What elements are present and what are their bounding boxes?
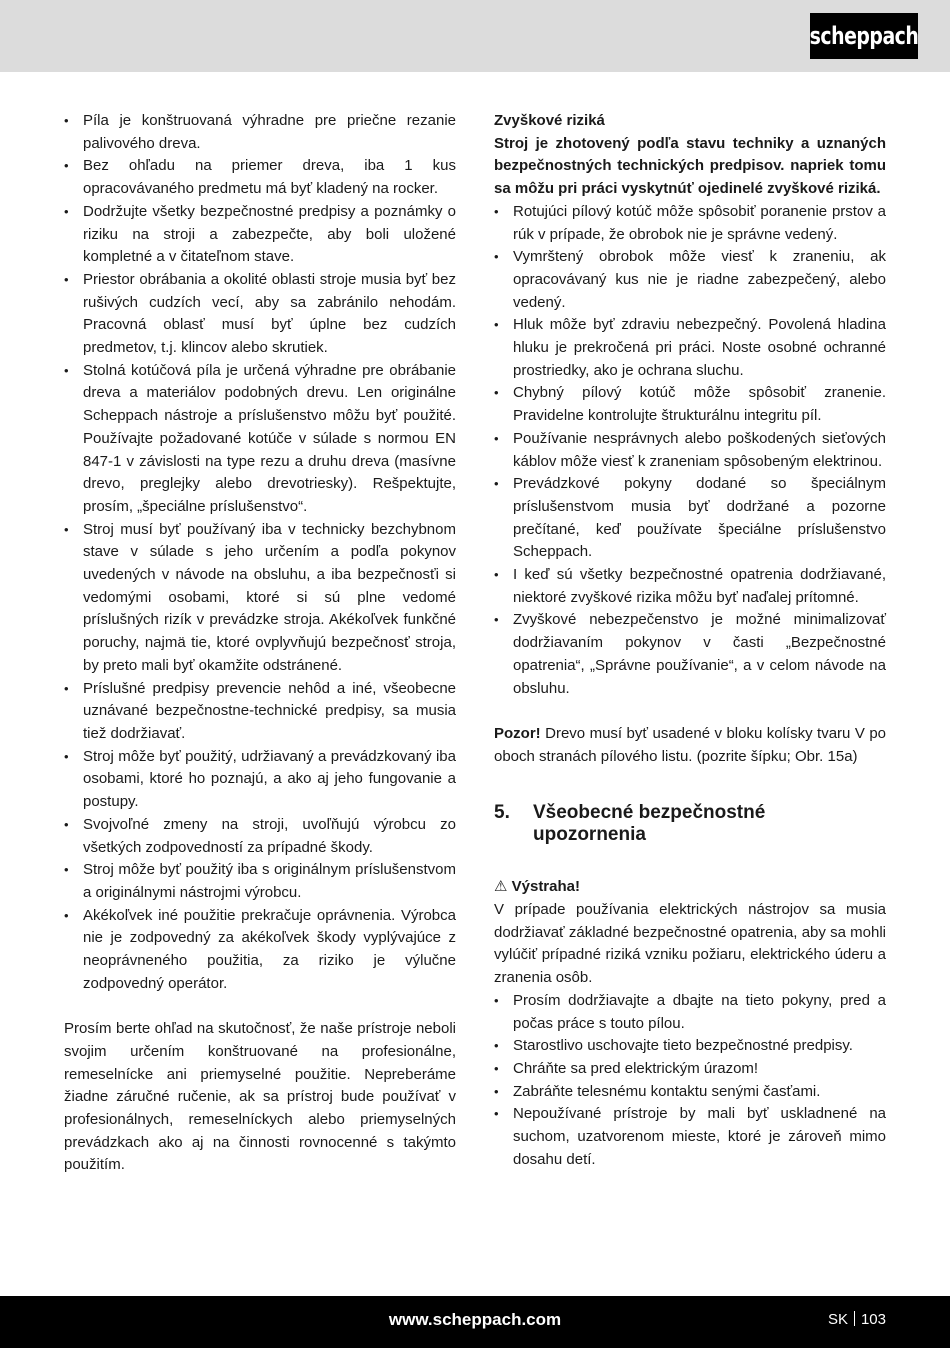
list-item: • Priestor obrábania a okolité oblasti stroje musia byť bez rušivých cudzích vecí, aby sa zabránilo nehodám. Pracovná oblasť musí byť úplne bez cudzích predmetov, t.j. klincov alebo skrutiek. — [64, 269, 456, 360]
warning-text: V prípade používania elektrických nástrojov sa musia dodržiavať základné bezpečnostné opatrenia, aby sa mohli vylúčiť prípadné riziká vzniku požiaru, elektrického úderu a zranenia osôb. — [494, 901, 886, 987]
list-item: • Príslušné predpisy prevencie nehôd a iné, všeobecne uznávané bezpečnostne-technické predpisy, sa musia tiež dodržiavať. — [64, 678, 456, 746]
list-item: • Svojvoľné zmeny na stroji, uvoľňujú výrobcu zo všetkých zodpovedností za prípadné škody. — [64, 814, 456, 859]
list-item: • Vymrštený obrobok môže viesť k zraneniu, ak opracovávaný kus nie je riadne zabezpečený, alebo vedený. — [494, 246, 886, 314]
list-item: • Píla je konštruovaná výhradne pre priečne rezanie palivového dreva. — [64, 110, 456, 155]
residual-risks-list — [494, 201, 886, 700]
list-item: • Používanie nesprávnych alebo poškodených sieťových káblov môže viesť k zraneniam spôsobeným elektrinou. — [494, 428, 886, 473]
caution-label: Pozor! — [494, 724, 541, 742]
scheppach-logo: scheppach — [810, 13, 918, 59]
list-item: • Stroj môže byť použitý iba s originálnym príslušenstvom a originálnymi nástrojmi výrobcu. — [64, 859, 456, 904]
list-item: • I keď sú všetky bezpečnostné opatrenia dodržiavané, niektoré zvyškové rizika môžu byť naďalej prítomné. — [494, 564, 886, 609]
professional-use-note: Prosím berte ohľad na skutočnosť, že naše prístroje neboli svojim určením konštruované na profesionálne, remeselnícke ani priemyselné použitie. Nepreberáme žiadne záručné ručenie, ak sa prístroj bude používať v profesionálnych, remeselníckych alebo priemyselných prevádzkach ako aj na činnosti rovnocenné s takýmto použitím. — [64, 1020, 456, 1174]
residual-risks-intro: Stroj je zhotovený podľa stavu techniky a uznaných bezpečnostných technických predpisov. napriek tomu sa môžu pri práci vyskytnúť ojedinelé zvyškové riziká. — [494, 134, 886, 198]
section-number: 5. — [494, 802, 510, 824]
section-heading — [494, 802, 886, 846]
footer-bar — [0, 1296, 950, 1348]
page-number: 103 — [860, 1311, 886, 1328]
list-item: • Akékoľvek iné použitie prekračuje oprávnenia. Výrobca nie je zodpovedný za akékoľvek škody vyplývajúce z neoprávneného použitia, za riziko je výlučne zodpovedný operátor. — [64, 905, 456, 996]
list-item: • Chybný pílový kotúč môže spôsobiť zranenie. Pravidelne kontrolujte štrukturálnu integritu píl. — [494, 382, 886, 427]
list-item: • Prevádzkové pokyny dodané so špeciálnym príslušenstvom musia byť dodržané a pozorne prečítané, keď používate špeciálne príslušenstvo Scheppach. — [494, 473, 886, 564]
caution-paragraph — [494, 723, 886, 768]
left-column — [64, 110, 456, 1177]
list-item: • Prosím dodržiavajte a dbajte na tieto pokyny, pred a počas práce s touto pílou. — [494, 990, 886, 1035]
list-item: • Zvyškové nebezpečenstvo je možné minimalizovať dodržiavaním pokynov v časti „Bezpečnostné opatrenia“, „Správne používanie“, a v celom návode na obsluhu. — [494, 609, 886, 700]
list-item: • Zabráňte telesnému kontaktu senými časťami. — [494, 1081, 886, 1104]
list-item: • Hluk môže byť zdraviu nebezpečný. Povolená hladina hluku je prekročená pri práci. Noste osobné ochranné prostriedky, ako je ochrana sluchu. — [494, 314, 886, 382]
header-bar — [0, 0, 950, 72]
divider — [854, 1311, 855, 1326]
right-column — [494, 110, 886, 1172]
list-item: • Nepoužívané prístroje by mali byť uskladnené na suchom, uzatvorenom mieste, ktoré je zároveň mimo dosahu detí. — [494, 1103, 886, 1171]
list-item: • Rotujúci pílový kotúč môže spôsobiť poranenie prstov a rúk v prípade, že obrobok nie je správne vedený. — [494, 201, 886, 246]
warning-label: Výstraha! — [511, 878, 580, 896]
language-code: SK — [827, 1311, 848, 1328]
list-item: • Starostlivo uschovajte tieto bezpečnostné predpisy. — [494, 1035, 886, 1058]
warning-heading — [494, 876, 886, 899]
list-item: • Dodržujte všetky bezpečnostné predpisy a poznámky o riziku na stroji a zabezpečte, aby boli uložené kompletné a v čitateľnom stave. — [64, 201, 456, 269]
list-item: • Stroj musí byť používaný iba v technicky bezchybnom stave v súlade s jeho určením a podľa pokynov uvedených v návode na obsluhu, a iba bezpečnosťi si vedomými osobami, ktoré si sú plne vedomé príslušných rizík v prevádzke stroja. Akékoľvek funkčné poruchy, najmä tie, ktoré ovplyvňujú bezpečnosť stroja, by preto mali byť okamžite odstránené. — [64, 519, 456, 678]
page-indicator — [828, 1311, 886, 1328]
list-item: • Chráňte sa pred elektrickým úrazom! — [494, 1058, 886, 1081]
list-item: • Stroj môže byť použitý, udržiavaný a prevádzkovaný iba osobami, ktoré ho poznajú, a ako aj jeho fungovanie a postupy. — [64, 746, 456, 814]
warning-list — [494, 990, 886, 1172]
usage-rules-list — [64, 110, 456, 995]
list-item: • Stolná kotúčová píla je určená výhradne pre obrábanie dreva a materiálov podobných drevu. Len originálne Scheppach nástroje a príslušenstvo môžu byť použité. Používajte požadované kotúče v súlade s normou EN 847-1 v závislosti na type rezu a druhu dreva (masívne drevo, preglejky alebo drevotriesky). Rešpektujte, prosím, „špeciálne príslušenstvo“. — [64, 360, 456, 519]
section-title: Všeobecné bezpečnostné upozornenia — [533, 802, 766, 846]
residual-risks-title: Zvyškové riziká — [494, 112, 605, 129]
list-item: • Bez ohľadu na priemer dreva, iba 1 kus opracovávaného predmetu má byť kladený na rocker. — [64, 155, 456, 200]
caution-text: Drevo musí byť usadené v bloku kolísky tvaru V po oboch stranách pílového listu. (pozrite šípku; Obr. 15a) — [494, 724, 886, 765]
website-link[interactable]: www.scheppach.com — [388, 1310, 562, 1329]
warning-triangle-icon: ⚠ — [494, 878, 508, 896]
